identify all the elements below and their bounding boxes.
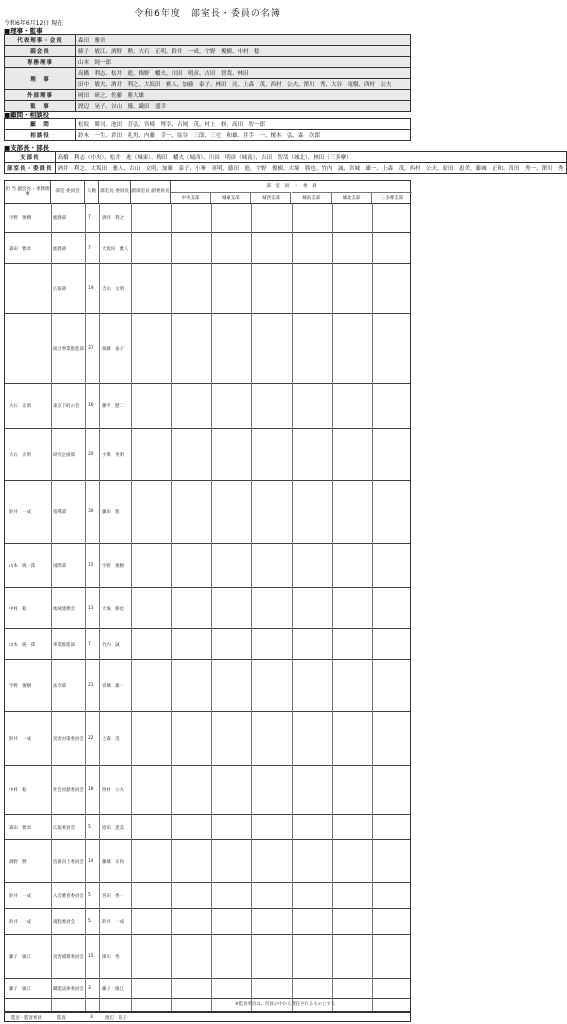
role-label: 外部理事: [5, 90, 76, 101]
row-chief: 澤川 秀: [102, 954, 120, 960]
row-officer: 大石 正明: [9, 404, 31, 410]
role-names: 森田 雅章: [76, 35, 411, 46]
row-dept: 研究企画部: [53, 453, 75, 459]
row-dept: 社会貢献委員会: [53, 788, 84, 794]
grid-line: [85, 203, 86, 1011]
grid-line: [51, 203, 52, 1011]
roster-row: [5, 588, 410, 629]
row-chief: 藤城 正和: [102, 859, 124, 865]
footer-officer: 監査・監査委員: [11, 1016, 42, 1021]
row-chief: 加藤 泰子: [102, 346, 124, 352]
row-officer: 酒野 勲: [9, 859, 27, 865]
grid-line: [171, 203, 172, 1011]
row-dept: 指導部: [53, 510, 67, 516]
row-dept: 国際部: [53, 563, 67, 569]
row-count: 14: [88, 858, 94, 864]
row-officer: 中村 稔: [9, 788, 27, 794]
roster-row: [5, 384, 410, 430]
role-names: 鈴木 一生、倉田 礼男、内藤 幸一、原谷 三郎、三宅 和雄、井手 一、榎本 弘、森 次郎: [76, 130, 411, 141]
grid-line: [251, 203, 252, 1011]
role-label: 副会長: [5, 46, 76, 57]
roster-row: [5, 840, 410, 883]
header-branch: 三多摩支部: [372, 192, 412, 203]
role-names: 松坂 勝司、池田 芳弘、宮崎 博幸、吉岡 茂、村上 修、高田 智一郎: [76, 119, 411, 130]
role-label: 代表理事・会長: [5, 35, 76, 46]
row-dept: 広報部: [53, 286, 67, 292]
row-dept: 組合事業推進部: [53, 346, 84, 352]
row-officer: 鈴井 一成: [9, 510, 31, 516]
roster-row: [5, 766, 410, 815]
row-dept: 災害対策委員会: [53, 737, 84, 743]
roster-row: [5, 883, 410, 909]
row-officer: 森田 雅章: [9, 246, 31, 252]
row-chief: 宮城 雄一: [102, 684, 124, 689]
row-chief: 原田 恵美: [102, 825, 124, 831]
footer-dept: 監査: [57, 1016, 66, 1021]
roster-row: [5, 712, 410, 766]
row-dept: 地域連携会: [53, 606, 75, 612]
row-officer: 藤子 敏江: [9, 954, 31, 960]
row-officer: 山本 純一郎: [9, 642, 36, 648]
roster-row: [5, 481, 410, 544]
header-branch: 城南支部: [292, 192, 332, 203]
row-officer: 鈴井 一成: [9, 894, 31, 900]
as-of-date: 令和6年6月12日 現在: [4, 20, 64, 27]
row-chief: 宇野 俊樹: [102, 563, 124, 569]
row-count: 7: [88, 245, 91, 251]
role-names: 藤子 敏江、酒野 勲、大石 正明、鈴井 一成、宇野 俊樹、中村 稔: [76, 46, 411, 57]
roster-row: [5, 429, 410, 480]
row-chief: 大坂田 雅人: [102, 246, 129, 252]
roster-row: [5, 629, 410, 659]
row-chief: 宮田 秀一: [102, 894, 124, 900]
row-count: 13: [88, 605, 94, 611]
branches-table: [4, 151, 567, 174]
role-names: 山本 純一郎: [76, 57, 411, 68]
row-count: 37: [88, 345, 94, 351]
roster-row: [5, 909, 410, 935]
row-dept: 職能法律委員会: [53, 987, 84, 993]
row-dept: 東京下町の会: [53, 404, 80, 410]
row-dept: 法令部: [53, 684, 67, 689]
row-count: 3: [88, 986, 91, 992]
grid-line: [131, 203, 132, 1011]
row-count: 7: [88, 641, 91, 647]
section-advisors-title: ■顧問・相談役: [4, 111, 50, 119]
row-dept: 入会審査委員会: [53, 894, 84, 900]
row-count: 15: [88, 953, 94, 959]
row-dept: 事業推進部: [53, 642, 75, 648]
header-dept: 部室 委員会: [51, 181, 85, 203]
row-chief: 西村 公夫: [102, 788, 124, 794]
roster-row: [5, 203, 410, 233]
footer-count: 3: [90, 1015, 93, 1020]
row-officer: 大石 正明: [9, 453, 31, 459]
row-chief: 大塚 勝也: [102, 606, 124, 612]
row-dept: 総務部: [53, 246, 67, 252]
header-officer: 担 当 副会長・専務理事: [5, 181, 51, 203]
row-dept: 技術向上委員会: [53, 859, 84, 865]
row-chief: 酒井 利之: [102, 216, 124, 222]
roster-row: [5, 264, 410, 314]
role-label: 部室長・委員長: [5, 163, 56, 174]
grid-line: [332, 203, 333, 1011]
row-count: 5: [88, 893, 91, 899]
role-names: 高橋 利志、松井 進、梅野 幡夫、川田 明彦、吉田 智哉、林田: [76, 68, 411, 79]
grid-line: [372, 203, 373, 1011]
row-count: 5: [88, 824, 91, 830]
row-count: 5: [88, 918, 91, 924]
footer-chief: 渡辺 晃子: [105, 1016, 127, 1021]
header-deputy: 副部室長 副委員長: [131, 181, 171, 203]
section-branches-title: ■支部長・部長: [4, 144, 50, 152]
section-officers-title: ■理事・監事: [4, 27, 43, 35]
row-chief: 竹内 誠: [102, 642, 120, 648]
header-branch: 城北支部: [332, 192, 372, 203]
roster-row: [5, 815, 410, 841]
roster-row: [5, 979, 410, 999]
header-branch: 城東支部: [211, 192, 251, 203]
roster-row: [5, 233, 410, 263]
roster-row: [5, 935, 410, 979]
row-officer: 宇野 俊樹: [9, 684, 31, 689]
committee-roster-table: [4, 180, 411, 1012]
roster-row: [5, 660, 410, 713]
row-count: 22: [88, 736, 94, 742]
row-chief: 吉山 文明: [102, 286, 124, 292]
officers-table: [4, 34, 411, 112]
row-count: 20: [88, 452, 94, 458]
header-members-group: 部 室 員 ・ 委 員: [266, 183, 317, 189]
footnote: ※監査委員は、役員の中から選任されるものとする: [235, 1002, 336, 1007]
page-title: 令和6年度 部室長・委員の名簿: [134, 9, 281, 19]
row-chief: 藤平 健二: [102, 404, 124, 410]
row-chief: 小峯 英明: [102, 453, 124, 459]
row-dept: 広報委員会: [53, 825, 75, 831]
row-chief: 藤子 敏江: [102, 987, 124, 993]
role-label: 支部長: [5, 152, 56, 163]
role-label: 監 事: [5, 101, 76, 112]
role-names: 渡辺 晃子、谷山 優、織田 盛幸: [76, 101, 411, 112]
row-count: 18: [88, 787, 94, 793]
roster-row: [5, 314, 410, 384]
row-dept: 災害補償委員会: [53, 954, 84, 960]
role-label: 理 事: [5, 68, 76, 90]
role-label: 相談役: [5, 130, 76, 141]
row-count: 21: [88, 683, 94, 688]
header-count: 人数: [85, 181, 99, 203]
role-names: 岡田 研之、佐藤 勝大雄: [76, 90, 411, 101]
row-officer: 中村 稔: [9, 606, 27, 612]
grid-line: [292, 203, 293, 1011]
row-officer: 山本 純一郎: [9, 563, 36, 569]
row-count: 16: [88, 403, 94, 409]
row-dept: 規程委員会: [53, 919, 75, 925]
roster-row: [5, 544, 410, 588]
audit-footer: [4, 1012, 411, 1022]
row-officer: 宇野 俊樹: [9, 216, 31, 222]
row-officer: 鈴井 一成: [9, 919, 31, 925]
role-names: 田中 敏夫、酒井 利之、大坂田 雅人、加藤 泰子、林田 亮、上森 茂、西村 公夫、澤川 秀、大谷 竜樹、西村 公夫: [76, 79, 411, 90]
header-branch: 城西支部: [251, 192, 291, 203]
row-officer: 藤子 敏江: [9, 987, 31, 993]
row-count: 19: [88, 285, 94, 291]
row-officer: 森田 雅章: [9, 825, 31, 831]
header-branch: 中央支部: [171, 192, 211, 203]
role-label: 顧 問: [5, 119, 76, 130]
role-label: 専務理事: [5, 57, 76, 68]
row-dept: 総務部: [53, 216, 67, 222]
grid-line: [99, 203, 100, 1011]
row-chief: 鈴井 一成: [102, 919, 124, 925]
row-chief: 上森 茂: [102, 737, 120, 743]
row-count: 30: [88, 509, 94, 515]
role-names: 酒井 利之、大坂田 雅人、吉山 文明、加藤 泰子、小峯 英明、藤田 進、宇野 俊樹、大塚 勝也、竹内 誠、宮城 雄一、上森 茂、西村 公夫、原田 恵美、藤城 正和、宮田 秀一、澤川 秀: [55, 163, 566, 174]
roster-header: [5, 181, 410, 204]
row-count: 7: [88, 215, 91, 221]
row-officer: 鈴井 一成: [9, 737, 31, 743]
advisors-table: [4, 118, 411, 141]
row-count: 15: [88, 562, 94, 568]
role-names: 高橋 利志（中央）、松井 進（城東）、梅田 幡夫（城西）、川田 明彦（城南）、吉田 智哉（城北）、林田（三多摩）: [55, 152, 566, 163]
row-chief: 藤田 進: [102, 510, 120, 516]
grid-line: [211, 203, 212, 1011]
header-chief: 部室長 委員長: [99, 181, 131, 203]
